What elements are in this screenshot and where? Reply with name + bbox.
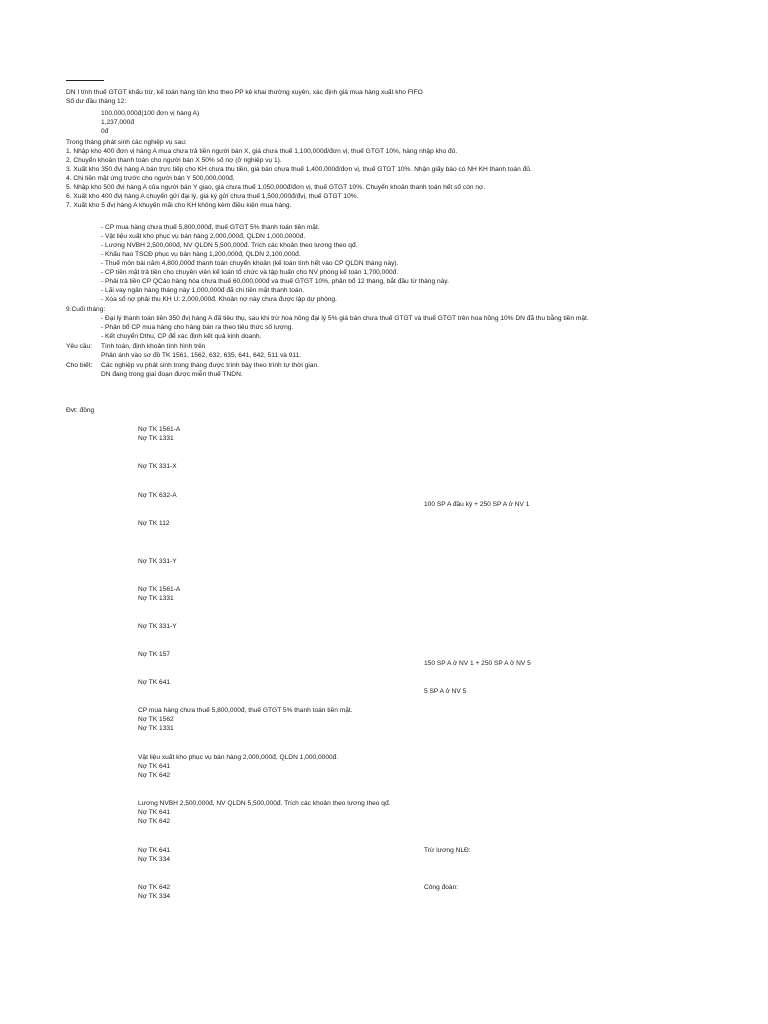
entry-note: 5 SP A ở NV 5 bbox=[424, 688, 467, 695]
transaction-7: 7. Xuất kho 5 đvị hàng A khuyến mãi cho KH không kèm điều kiện mua hàng. bbox=[66, 202, 292, 209]
entry-line: Nợ TK 641 bbox=[138, 763, 171, 770]
item8-line-2: - Vật liệu xuất kho phục vụ bán hàng 2,000,000đ, QLDN 1,000,0000đ. bbox=[101, 233, 306, 240]
opening-balance-1: 100,000,000đ(100 đơn vị hàng A) bbox=[101, 110, 200, 117]
transactions-label: Trong tháng phát sinh các nghiệp vụ sau: bbox=[66, 139, 187, 146]
given-line-1: Các nghiệp vụ phát sinh trong tháng được trình bày theo trình tự thời gian. bbox=[101, 362, 319, 369]
item8-line-9: - Xóa sổ nợ phải thu KH U: 2,000,000đ. Khoản nợ này chưa được lập dự phòng. bbox=[101, 296, 337, 303]
item8-line-5: - Thuế môn bài năm 4,800,000đ thanh toán chuyển khoản (kế toán tính hết vào CP QLDN tháng này). bbox=[101, 260, 399, 267]
requirement-line-2: Phản ánh vào sơ đồ TK 1561, 1562, 632, 635, 641, 642, 511 và 911. bbox=[101, 352, 302, 359]
entry-line: Nợ TK 642 bbox=[138, 818, 171, 825]
item9-label: 9.Cuối tháng: bbox=[66, 306, 106, 313]
transaction-5: 5. Nhập kho 500 đvị hàng A của người bán Y giao, giá chưa thuế 1,050,000đ/đơn vị, thuế GTGT 10%. Chuyển khoản thanh toán hết số còn nợ. bbox=[66, 184, 486, 191]
problem-intro: DN I tính thuế GTGT khấu trừ, kế toán hàng tồn kho theo PP kê khai thường xuyên, xác định giá mua hàng xuất kho FIFO bbox=[66, 89, 423, 96]
opening-label: Số dư đầu tháng 12: bbox=[66, 98, 127, 105]
item8-line-1: - CP mua hàng chưa thuế 5,800,000đ, thuế GTGT 5% thanh toán tiền mặt. bbox=[101, 224, 320, 231]
entry-note: Trừ lương NLĐ: bbox=[424, 847, 471, 854]
entry-caption: CP mua hàng chưa thuế 5,800,000đ, thuế GTGT 5% thanh toán tiền mặt. bbox=[138, 707, 353, 714]
entry-line: Nợ TK 1331 bbox=[138, 595, 174, 602]
transaction-6: 6. Xuất kho 400 đvị hàng A chuyển gửi đại lý, giá ký gửi chưa thuế 1,500,000đ/đvị, thuế GTGT 10%. bbox=[66, 193, 359, 200]
entry-note: 100 SP A đầu kỳ + 250 SP A ở NV 1 bbox=[424, 501, 530, 508]
unit-label: Đvt: đồng bbox=[66, 407, 95, 414]
entry-line: Nợ TK 1561-A bbox=[138, 426, 181, 433]
opening-balance-3: 0đ bbox=[101, 128, 109, 135]
entry-note: Công đoàn: bbox=[424, 884, 459, 891]
transaction-4: 4. Chi tiền mặt ứng trước cho người bán Y 500,000,000đ. bbox=[66, 175, 235, 182]
entry-line: Nợ TK 157 bbox=[138, 651, 171, 658]
entry-line: Nợ TK 1561-A bbox=[138, 586, 181, 593]
entry-caption: Vật liệu xuất kho phục vụ bán hàng 2,000,000đ, QLDN 1,000,0000đ. bbox=[138, 754, 339, 761]
transaction-1: 1. Nhập kho 400 đơn vị hàng A mua chưa trả tiền người bán X, giá chưa thuế 1,100,000đ/đơn vị, thuế GTGT 10%, hàng nhập kho đủ. bbox=[66, 148, 458, 155]
given-label: Cho biết: bbox=[66, 362, 93, 369]
entry-line: Nợ TK 1331 bbox=[138, 725, 174, 732]
entry-caption: Lương NVBH 2,500,000đ, NV QLDN 5,500,000đ. Trích các khoản theo lương theo qđ. bbox=[138, 800, 391, 807]
header-rule bbox=[66, 80, 104, 81]
entry-line: Nợ TK 334 bbox=[138, 893, 171, 900]
transaction-2: 2. Chuyển khoản thanh toán cho người bán X 50% số nợ (ở nghiệp vụ 1). bbox=[66, 157, 282, 164]
entry-line: Nợ TK 334 bbox=[138, 856, 171, 863]
transaction-3: 3. Xuất kho 350 đvị hàng A bán trực tiếp cho KH chưa thu tiền, giá bán chưa thuế 1,400,000đ/đơn vị, thuế GTGT 10%. Nhận giấy báo có NH KH thanh toán đủ. bbox=[66, 166, 532, 173]
entry-line: Nợ TK 331-Y bbox=[138, 623, 177, 630]
item9-line-2: - Phân bổ CP mua hàng cho hàng bán ra theo tiêu thức số lượng. bbox=[101, 324, 294, 331]
item8-line-4: - Khấu hao TSCĐ phục vụ bán hàng 1,200,000đ, QLDN 2,100,000đ. bbox=[101, 251, 301, 258]
item8-line-3: - Lương NVBH 2,500,000đ, NV QLDN 5,500,000đ. Trích các khoản theo lương theo qđ. bbox=[101, 242, 358, 249]
opening-balance-2: 1,237,000đ bbox=[101, 119, 135, 126]
entry-line: Nợ TK 641 bbox=[138, 809, 171, 816]
entry-note: 150 SP A ở NV 1 + 250 SP A ở NV 5 bbox=[424, 660, 531, 667]
entry-line: Nợ TK 641 bbox=[138, 679, 171, 686]
entry-line: Nợ TK 112 bbox=[138, 520, 170, 527]
entry-line: Nợ TK 642 bbox=[138, 772, 171, 779]
requirement-line-1: Tính toán, định khoản tình hình trên bbox=[101, 343, 206, 350]
item8-line-6: - CP tiền mặt trả tiền cho chuyên viên kế toán tổ chức và tập huấn cho NV phòng kế toán 1,700,000đ. bbox=[101, 269, 399, 276]
item9-line-3: - Kết chuyển Dthu, CP để xác định kết quả kinh doanh. bbox=[101, 333, 262, 340]
given-line-2: DN đang trong giai đoạn được miễn thuế TNDN. bbox=[101, 371, 243, 378]
item8-line-7: - Phải trả tiền CP QCáo hàng hóa chưa thuế 60,000,000đ và thuế GTGT 10%, phân bổ 12 tháng, bắt đầu từ tháng này. bbox=[101, 278, 449, 285]
item9-line-1: - Đại lý thanh toán tiền 350 đvị hàng A đã tiêu thụ, sau khi trừ hoa hồng đại lý 5% giá bán chưa thuế GTGT và thuế GTGT trên hoa hồng 10% DN đã thu bằng tiền mặt. bbox=[101, 315, 589, 322]
entry-line: Nợ TK 642 bbox=[138, 884, 171, 891]
entry-line: Nợ TK 632-A bbox=[138, 492, 177, 499]
entry-line: Nợ TK 331-Y bbox=[138, 558, 177, 565]
entry-line: Nợ TK 1562 bbox=[138, 716, 174, 723]
entry-line: Nợ TK 641 bbox=[138, 847, 171, 854]
item8-line-8: - Lãi vay ngân hàng tháng này 1,000,000đ đã chi tiền mặt thanh toán. bbox=[101, 287, 305, 294]
entry-line: Nợ TK 1331 bbox=[138, 435, 174, 442]
requirement-label: Yêu cầu: bbox=[66, 343, 93, 350]
entry-line: Nợ TK 331-X bbox=[138, 463, 177, 470]
